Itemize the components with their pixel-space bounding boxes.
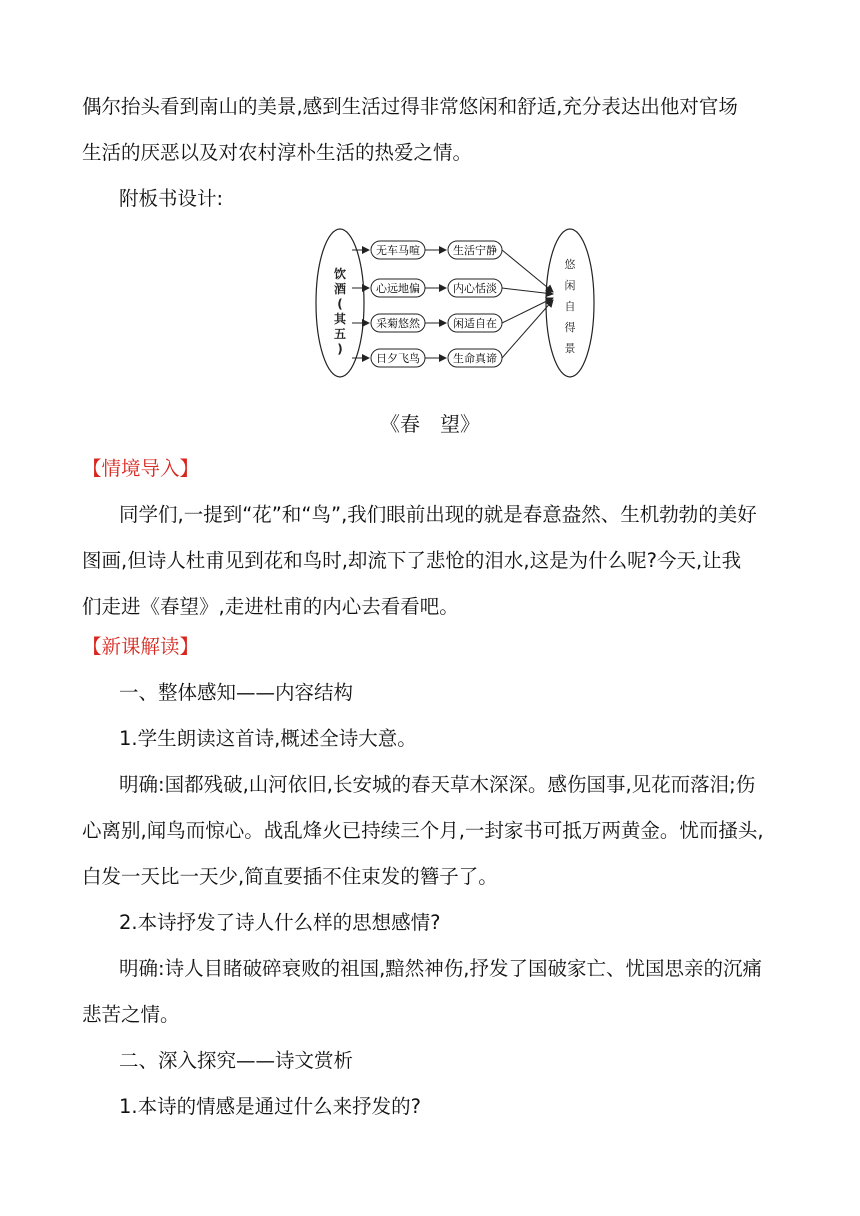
box-col2-label: 生活宁静 xyxy=(453,244,497,257)
text-line: 图画,但诗人杜甫见到花和鸟时,却流下了悲怆的泪水,这是为什么呢?今天,让我 xyxy=(82,549,742,572)
question: 2.本诗抒发了诗人什么样的思想感情? xyxy=(119,911,441,934)
subheading: 二、深入探究——诗文赏析 xyxy=(119,1049,354,1072)
left-label-char: 其 xyxy=(333,312,347,326)
left-label xyxy=(334,266,347,356)
subheading: 一、整体感知——内容结构 xyxy=(119,681,354,704)
right-label-char: 景 xyxy=(564,342,576,355)
board-design-diagram xyxy=(0,226,860,386)
left-label-char: 饮 xyxy=(333,267,347,281)
right-label-char: 悠 xyxy=(564,258,576,271)
connector xyxy=(502,300,553,358)
box-col1-label: 无车马喧 xyxy=(376,244,420,257)
text-line: 偶尔抬头看到南山的美景,感到生活过得非常悠闲和舒适,充分表达出他对官场 xyxy=(82,95,738,118)
box-col1-label: 日夕飞鸟 xyxy=(376,352,420,365)
question: 1.学生朗读这首诗,概述全诗大意。 xyxy=(119,727,417,750)
text-line: 附板书设计: xyxy=(119,187,224,210)
text-line: 心离别,闻鸟而惊心。战乱烽火已持续三个月,一封家书可抵万两黄金。忧而搔头, xyxy=(82,819,764,842)
right-label-char: 闲 xyxy=(564,279,576,292)
left-label-char: ( xyxy=(337,297,343,311)
section-heading: 【情境导入】 xyxy=(82,457,200,480)
right-label-char: 得 xyxy=(564,321,576,334)
box-col2-label: 内心恬淡 xyxy=(453,282,497,295)
box-col2-label: 生命真谛 xyxy=(453,352,497,365)
text-line: 同学们,一提到“花”和“鸟”,我们眼前出现的就是春意盎然、生机勃勃的美好 xyxy=(119,503,757,526)
text-line: 生活的厌恶以及对农村淳朴生活的热爱之情。 xyxy=(82,141,473,164)
text-line: 们走进《春望》,走进杜甫的内心去看看吧。 xyxy=(82,595,459,618)
question: 1.本诗的情感是通过什么来抒发的? xyxy=(119,1095,421,1118)
right-label xyxy=(565,258,577,355)
connector xyxy=(502,298,553,323)
left-label-char: 酒 xyxy=(333,282,347,296)
poem-title: 《春 望》 xyxy=(380,412,480,436)
text-line: 明确:国都残破,山河依旧,长安城的春天草木深深。感伤国事,见花而落泪;伤 xyxy=(119,773,756,796)
text-line: 明确:诗人目睹破碎衰败的祖国,黯然神伤,抒发了国破家亡、忧国思亲的沉痛 xyxy=(119,957,762,980)
left-label-char: ) xyxy=(337,342,343,356)
box-col2-label: 闲适自在 xyxy=(453,317,497,330)
left-label-char: 五 xyxy=(333,327,347,341)
section-heading: 【新课解读】 xyxy=(82,635,200,658)
connector xyxy=(502,288,553,294)
right-label-char: 自 xyxy=(564,300,576,313)
box-col1-label: 心远地偏 xyxy=(376,282,420,295)
text-line: 悲苦之情。 xyxy=(82,1003,180,1026)
connector xyxy=(502,250,553,292)
box-col1-label: 采菊悠然 xyxy=(376,317,420,330)
text-line: 白发一天比一天少,简直要插不住束发的簪子了。 xyxy=(82,865,498,888)
